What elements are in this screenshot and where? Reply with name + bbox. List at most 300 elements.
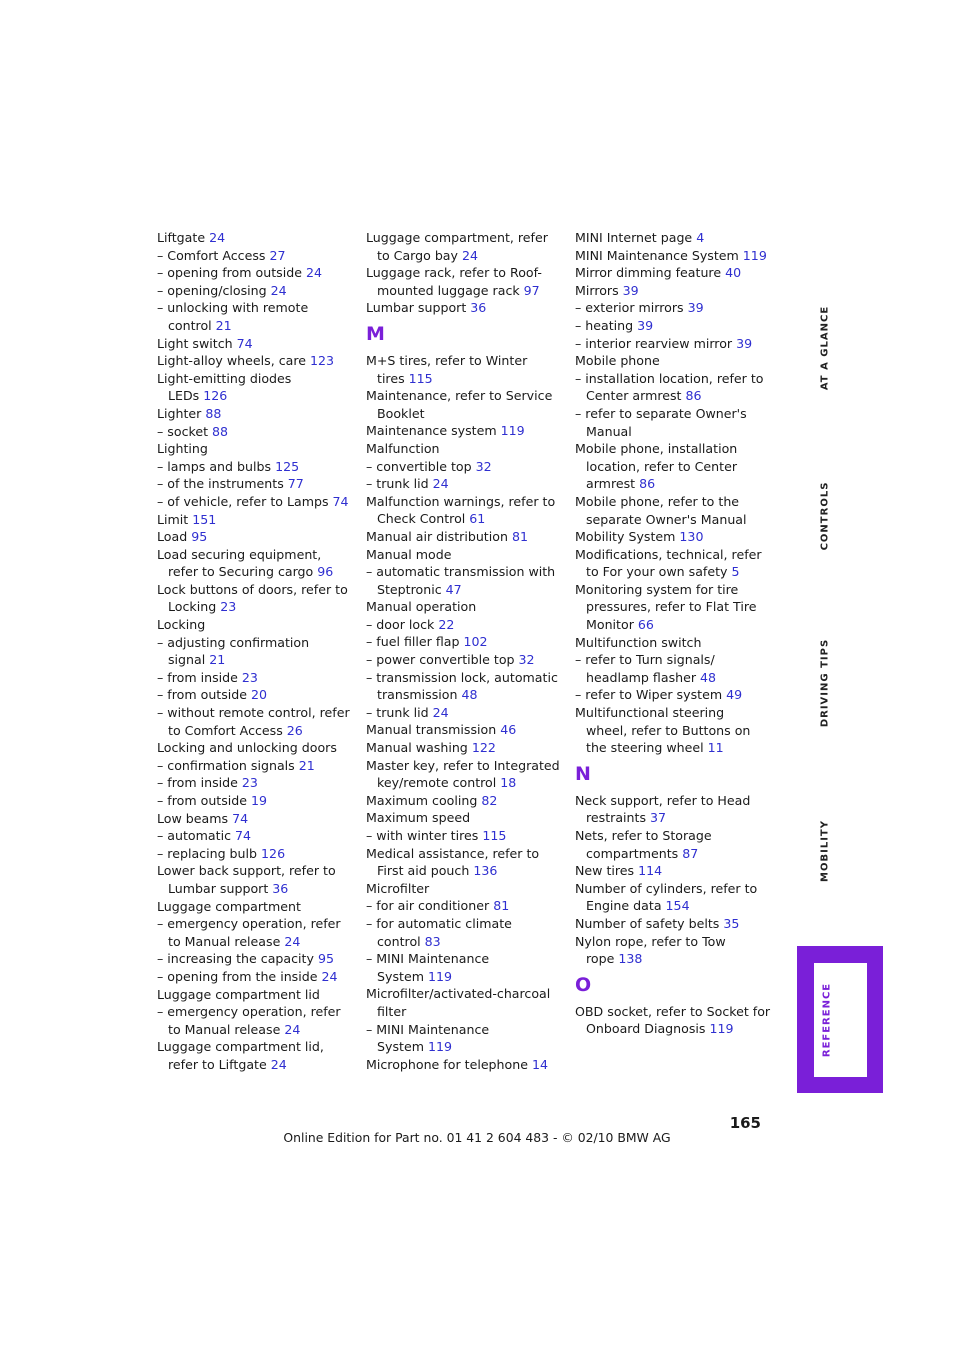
index-entry-text: First aid pouch [377, 863, 474, 879]
index-entry-text: Nylon rope, refer to Tow [575, 933, 726, 949]
index-entry-text: – lamps and bulbs [157, 458, 276, 474]
index-entry [366, 598, 571, 616]
index-entry-text: location, refer to Center [586, 458, 738, 474]
index-entry [157, 387, 362, 405]
index-column-2 [366, 229, 571, 1073]
index-entry [157, 898, 362, 916]
side-tab-at-a-glance-label: AT A GLANCE [819, 305, 831, 390]
index-entry-text: Locking [157, 617, 206, 633]
index-entry [575, 475, 780, 493]
index-entry [366, 915, 571, 933]
index-entry [157, 370, 362, 388]
index-entry [366, 669, 571, 687]
page-reference-link[interactable]: 119 [500, 423, 525, 439]
index-entry [575, 405, 780, 423]
index-entry-text: Manual transmission [366, 722, 501, 738]
index-entry-text: Booklet [377, 405, 425, 421]
index-entry-text: MINI Maintenance System [575, 247, 743, 263]
page-reference-link[interactable]: 154 [665, 898, 690, 914]
page-reference-link[interactable]: 4 [696, 230, 705, 245]
index-entry-text: Engine data [586, 898, 666, 914]
index-entry [157, 317, 362, 335]
side-tab-controls[interactable] [805, 472, 845, 560]
index-entry-text: – emergency operation, refer [157, 916, 341, 932]
page-reference-link[interactable]: 74 [232, 810, 249, 826]
page-reference-link[interactable]: 37 [650, 810, 667, 826]
page-reference-link[interactable]: 119 [709, 1021, 734, 1037]
page-reference-link[interactable]: 24 [321, 968, 338, 984]
index-entry-text: Medical assistance, refer to [366, 845, 540, 861]
index-entry [575, 669, 780, 687]
index-entry [575, 528, 780, 546]
index-entry-text: – refer to separate Owner's [575, 405, 747, 421]
page-reference-link[interactable]: 14 [531, 1056, 549, 1072]
page-reference-link[interactable]: 119 [427, 1039, 453, 1055]
index-entry [575, 317, 780, 335]
index-entry-text: Number of cylinders, refer to [575, 880, 758, 896]
page-reference-link[interactable]: 115 [408, 370, 433, 386]
index-entry [157, 352, 362, 370]
index-entry [366, 1003, 571, 1021]
index-entry-text: Check Control [377, 511, 470, 527]
page-reference-link[interactable]: 39 [622, 282, 639, 298]
index-entry-text: Luggage compartment, refer [366, 230, 548, 245]
index-entry [157, 598, 362, 616]
page-reference-link[interactable]: 5 [731, 564, 740, 580]
index-entry-text: Limit [157, 511, 193, 527]
page-reference-link[interactable]: 19 [251, 793, 268, 808]
index-entry-text: the steering wheel [586, 740, 708, 756]
side-tab-mobility[interactable] [805, 810, 845, 892]
index-entry-text: Manual air distribution [366, 528, 512, 544]
section-letter: O [575, 973, 592, 996]
page-reference-link[interactable]: 126 [203, 388, 228, 404]
page-reference-link[interactable]: 81 [493, 898, 510, 914]
index-entry [157, 335, 362, 353]
index-entry [575, 862, 780, 880]
page-reference-link[interactable]: 36 [470, 300, 487, 316]
index-entry [157, 827, 362, 845]
index-entry-text: – of vehicle, refer to Lamps [157, 493, 333, 509]
index-entry-text: transmission [377, 687, 462, 703]
page-reference-link[interactable]: 123 [310, 353, 335, 369]
index-entry-text: MINI Internet page [575, 230, 697, 245]
page-reference-link[interactable]: 136 [473, 863, 498, 879]
index-entry [575, 1003, 780, 1021]
index-entry [366, 352, 571, 370]
page-reference-link[interactable]: 115 [482, 828, 507, 843]
index-entry-text: – confirmation signals [157, 757, 299, 773]
index-entry [157, 792, 362, 810]
page-reference-link[interactable]: 40 [725, 265, 742, 281]
index-entry-text: Manual [586, 423, 632, 439]
index-entry-text: refer to Securing cargo [168, 564, 318, 580]
index-entry-text: to For your own safety [586, 564, 732, 580]
index-entry-text: – for air conditioner [366, 898, 494, 914]
index-entry [366, 510, 571, 528]
page-reference-link[interactable]: 39 [637, 317, 654, 333]
index-entry-text: to Manual release [168, 933, 285, 949]
index-entry [366, 897, 571, 915]
page-reference-link[interactable]: 125 [275, 458, 300, 474]
index-entry-text: Mobile phone [575, 353, 660, 369]
index-entry-text: – heating [575, 317, 638, 333]
index-entry-text: Light-alloy wheels, care [157, 353, 310, 369]
index-entry [366, 774, 571, 792]
index-entry [366, 1021, 571, 1039]
index-entry [366, 1038, 571, 1056]
index-entry-text: – opening from outside [157, 265, 306, 281]
index-entry [575, 880, 780, 898]
index-entry-text: Manual washing [366, 740, 472, 756]
page-reference-link[interactable]: 74 [236, 335, 253, 351]
page-reference-link[interactable]: 35 [723, 915, 740, 931]
page-reference-link[interactable]: 24 [284, 1021, 301, 1037]
page-reference-link[interactable]: 20 [251, 687, 268, 703]
index-entry-text: – for automatic climate [366, 915, 512, 931]
side-tab-controls-label: CONTROLS [819, 481, 831, 551]
index-entry-text: Lumbar support [168, 880, 273, 896]
page-reference-link[interactable]: 21 [215, 317, 232, 333]
index-entry-text: Modifications, technical, refer [575, 546, 762, 562]
index-entry-text: – installation location, refer to [575, 370, 764, 386]
page-reference-link[interactable]: 24 [305, 265, 322, 281]
index-entry [366, 827, 571, 845]
index-entry-text: to Manual release [168, 1021, 285, 1037]
index-entry [157, 1056, 362, 1074]
index-entry-text: Neck support, refer to Head [575, 792, 751, 808]
index-entry-text: – trunk lid [366, 704, 433, 720]
index-entry-text: separate Owner's Manual [586, 511, 747, 527]
index-entry-text: Mobile phone, installation [575, 441, 738, 457]
index-entry [366, 264, 571, 282]
page-reference-link[interactable]: 88 [212, 423, 229, 439]
page-reference-link[interactable]: 22 [438, 616, 455, 632]
page-reference-link[interactable]: 21 [209, 652, 226, 668]
index-entry [157, 704, 362, 722]
index-entry [157, 282, 362, 300]
page-reference-link[interactable]: 86 [639, 476, 656, 492]
index-entry [366, 704, 571, 722]
side-tab-reference-label: REFERENCE [821, 982, 833, 1058]
index-entry [575, 686, 780, 704]
index-entry-text: – unlocking with remote [157, 300, 309, 316]
index-entry [575, 335, 780, 353]
index-entry [366, 581, 571, 599]
index-entry [366, 546, 571, 564]
page-reference-link[interactable]: 24 [284, 933, 301, 949]
index-entry-text: Load [157, 529, 192, 545]
page-reference-link[interactable]: 95 [317, 951, 334, 967]
index-entry-text: key/remote control [377, 775, 501, 791]
index-entry-text: – emergency operation, refer [157, 1004, 341, 1020]
index-entry [575, 493, 780, 511]
index-entry-text: Mirrors [575, 282, 623, 298]
side-tab-driving-tips-label: DRIVING TIPS [819, 638, 831, 728]
index-entry [366, 563, 571, 581]
page-reference-link[interactable]: 119 [427, 968, 453, 984]
index-entry [575, 511, 780, 529]
index-entry-text: – opening/closing [157, 282, 271, 298]
index-entry-text: restraints [586, 810, 651, 826]
index-entry [366, 616, 571, 634]
page-reference-link[interactable]: 66 [637, 617, 654, 633]
page-reference-link[interactable]: 88 [205, 405, 222, 421]
index-entry [575, 845, 780, 863]
index-entry-text: – from outside [157, 687, 252, 703]
index-entry-text: Malfunction warnings, refer to [366, 493, 556, 509]
index-entry [575, 299, 780, 317]
index-entry-text: Light-emitting diodes [157, 370, 292, 386]
index-entry [366, 299, 571, 317]
index-entry-text: LEDs [168, 388, 204, 404]
index-entry [157, 423, 362, 441]
index-entry-text: – power convertible top [366, 652, 519, 668]
page-reference-link[interactable]: 49 [726, 687, 743, 703]
index-entry [157, 933, 362, 951]
index-entry-text: Maximum cooling [366, 792, 482, 808]
index-entry [575, 546, 780, 564]
index-entry [366, 792, 571, 810]
page-reference-link[interactable]: 61 [469, 511, 486, 527]
index-entry-text: System [377, 968, 428, 984]
index-entry-text: Center armrest [586, 388, 686, 404]
page-reference-link[interactable]: 39 [687, 300, 704, 316]
page-reference-link[interactable]: 24 [209, 230, 226, 245]
page-reference-link[interactable]: 96 [317, 564, 334, 580]
index-entry [157, 880, 362, 898]
index-entry [157, 528, 362, 546]
index-entry-text: Luggage rack, refer to Roof- [366, 265, 542, 281]
side-tab-driving-tips[interactable] [805, 632, 845, 734]
index-entry-text: – trunk lid [366, 476, 433, 492]
index-entry [366, 440, 571, 458]
page-reference-link[interactable]: 81 [511, 528, 528, 544]
page-reference-link[interactable]: 122 [471, 740, 496, 756]
index-entry-text: pressures, refer to Flat Tire [586, 599, 757, 615]
index-entry-text: Luggage compartment [157, 898, 301, 914]
index-entry-text: Manual operation [366, 599, 477, 615]
page-reference-link[interactable]: 151 [192, 511, 217, 527]
page-number: 165 [729, 1114, 761, 1132]
index-entry [366, 880, 571, 898]
index-entry [157, 229, 362, 247]
index-entry [366, 950, 571, 968]
index-entry-text: Master key, refer to Integrated [366, 757, 560, 773]
page-reference-link[interactable]: 114 [638, 863, 663, 879]
index-entry-text: mounted luggage rack [377, 282, 524, 298]
index-entry [575, 634, 780, 652]
index-entry [157, 1003, 362, 1021]
index-entry [157, 634, 362, 652]
page-reference-link[interactable]: 32 [518, 652, 535, 668]
page-reference-link[interactable]: 23 [241, 669, 258, 685]
index-entry [575, 370, 780, 388]
index-entry [157, 581, 362, 599]
index-entry [157, 757, 362, 775]
index-entry-text: New tires [575, 863, 639, 879]
index-entry-text: Monitor [586, 617, 638, 633]
index-entry-text: Lower back support, refer to [157, 863, 336, 879]
index-entry [575, 598, 780, 616]
index-entry [575, 423, 780, 441]
index-entry [366, 1056, 571, 1074]
index-entry-text: Onboard Diagnosis [586, 1021, 710, 1037]
index-entry [575, 809, 780, 827]
page-reference-link[interactable]: 32 [475, 458, 492, 474]
index-entry [157, 511, 362, 529]
index-entry [366, 845, 571, 863]
index-entry-text: – opening from the inside [157, 968, 322, 984]
index-entry [157, 1021, 362, 1039]
index-entry-text: – automatic [157, 828, 235, 844]
page-reference-link[interactable]: 27 [269, 247, 286, 263]
index-entry [366, 475, 571, 493]
index-entry-text: – with winter tires [366, 828, 483, 843]
index-entry [157, 686, 362, 704]
index-entry [157, 862, 362, 880]
index-entry [366, 282, 571, 300]
page-reference-link[interactable]: 102 [463, 634, 488, 650]
page-reference-link[interactable]: 83 [424, 933, 441, 949]
index-entry [157, 475, 362, 493]
index-entry-text: Multifunction switch [575, 634, 702, 650]
index-entry-text: Maintenance system [366, 423, 501, 439]
index-entry-text: OBD socket, refer to Socket for [575, 1003, 771, 1019]
section-letter: M [366, 322, 385, 345]
index-entry-text: Locking and unlocking doors [157, 740, 337, 756]
index-entry [366, 387, 571, 405]
index-entry-text: – Comfort Access [157, 247, 270, 263]
page-reference-link[interactable]: 119 [742, 247, 767, 263]
page-reference-link[interactable]: 48 [461, 687, 478, 703]
page-reference-link[interactable]: 24 [270, 282, 287, 298]
index-entry-text: Monitoring system for tire [575, 581, 739, 597]
index-entry-text: Maximum speed [366, 810, 471, 826]
index-entry-text: Lumbar support [366, 300, 471, 316]
page-reference-link[interactable]: 74 [235, 828, 252, 844]
index-entry [157, 950, 362, 968]
page-reference-link[interactable]: 23 [220, 599, 237, 615]
index-entry-text: – refer to Wiper system [575, 687, 727, 703]
page-reference-link[interactable]: 26 [286, 722, 303, 738]
index-entry-text: – increasing the capacity [157, 951, 318, 967]
index-entry-text: Multifunctional steering [575, 705, 725, 721]
page-reference-link[interactable]: 95 [191, 529, 208, 545]
page-reference-link[interactable]: 126 [261, 845, 286, 861]
index-entry-text: to Cargo bay [377, 247, 462, 263]
index-entry-text: – fuel filler flap [366, 634, 464, 650]
index-entry-text: – door lock [366, 616, 439, 632]
index-entry [157, 810, 362, 828]
index-entry [575, 352, 780, 370]
index-entry [366, 985, 571, 1003]
index-entry-text: Manual mode [366, 546, 452, 562]
index-entry [157, 616, 362, 634]
index-entry-text: – from outside [157, 793, 252, 808]
page-reference-link[interactable]: 82 [481, 792, 498, 808]
index-entry-text: Low beams [157, 810, 233, 826]
page-reference-link[interactable]: 24 [461, 247, 479, 263]
index-entry [575, 933, 780, 951]
index-entry-text: Mirror dimming feature [575, 265, 726, 281]
page-reference-link[interactable]: 24 [432, 476, 449, 492]
page-reference-link[interactable]: 77 [287, 476, 304, 492]
page-reference-link[interactable]: 23 [241, 775, 258, 791]
index-entry [575, 581, 780, 599]
index-entry [366, 721, 571, 739]
index-entry-text: Luggage compartment lid, [157, 1039, 324, 1055]
index-entry [575, 739, 780, 757]
page-reference-link[interactable]: 24 [432, 704, 449, 720]
index-entry [157, 247, 362, 265]
page-reference-link[interactable]: 130 [679, 529, 704, 545]
page-reference-link[interactable]: 87 [682, 845, 699, 861]
index-entry [157, 299, 362, 317]
index-entry [366, 370, 571, 388]
page-reference-link[interactable]: 86 [685, 388, 702, 404]
index-entry-text: armrest [586, 476, 640, 492]
index-entry [157, 264, 362, 282]
index-entry [366, 493, 571, 511]
index-entry-text: tires [377, 370, 409, 386]
index-entry [157, 405, 362, 423]
index-entry-text: – adjusting confirmation [157, 634, 310, 650]
index-entry-text: – interior rearview mirror [575, 335, 737, 351]
page-reference-link[interactable]: 39 [736, 335, 753, 351]
index-column-3 [575, 229, 780, 1038]
index-entry [366, 862, 571, 880]
index-entry-text: M+S tires, refer to Winter [366, 352, 528, 368]
index-entry [157, 493, 362, 511]
index-entry [575, 247, 780, 265]
page-reference-link[interactable]: 138 [618, 951, 643, 967]
page-reference-link[interactable]: 48 [700, 669, 717, 685]
index-entry [366, 528, 571, 546]
page-reference-link[interactable]: 21 [298, 757, 315, 773]
page-reference-link[interactable]: 46 [500, 722, 517, 738]
page-reference-link[interactable]: 36 [272, 880, 289, 896]
index-entry-text: – transmission lock, automatic [366, 669, 558, 685]
footer-text: Online Edition for Part no. 01 41 2 604 483 - © 02/10 BMW AG [283, 1130, 671, 1145]
page-reference-link[interactable]: 97 [523, 282, 540, 298]
index-entry [575, 950, 780, 968]
index-entry [157, 774, 362, 792]
page-reference-link[interactable]: 74 [332, 493, 349, 509]
page-reference-link[interactable]: 18 [500, 775, 517, 791]
index-entry [575, 264, 780, 282]
index-entry-text: Steptronic [377, 581, 446, 597]
index-entry [575, 563, 780, 581]
index-entry-text: refer to Liftgate [168, 1056, 271, 1072]
index-entry-text: wheel, refer to Buttons on [586, 722, 751, 738]
page-reference-link[interactable]: 11 [707, 740, 724, 756]
index-entry-text: – from inside [157, 669, 242, 685]
index-entry [157, 739, 362, 757]
index-entry [157, 669, 362, 687]
index-entry-text: Microfilter/activated-charcoal [366, 986, 551, 1002]
side-tab-mobility-label: MOBILITY [819, 820, 831, 882]
index-column-1 [157, 229, 362, 1074]
page-reference-link[interactable]: 24 [270, 1056, 287, 1072]
index-entry-text: – of the instruments [157, 476, 288, 492]
index-entry-text: Microphone for telephone [366, 1056, 532, 1072]
index-entry [575, 897, 780, 915]
index-entry-text: – convertible top [366, 458, 476, 474]
page-reference-link[interactable]: 47 [445, 581, 462, 597]
side-tab-at-a-glance[interactable] [805, 300, 845, 395]
index-entry [366, 968, 571, 986]
